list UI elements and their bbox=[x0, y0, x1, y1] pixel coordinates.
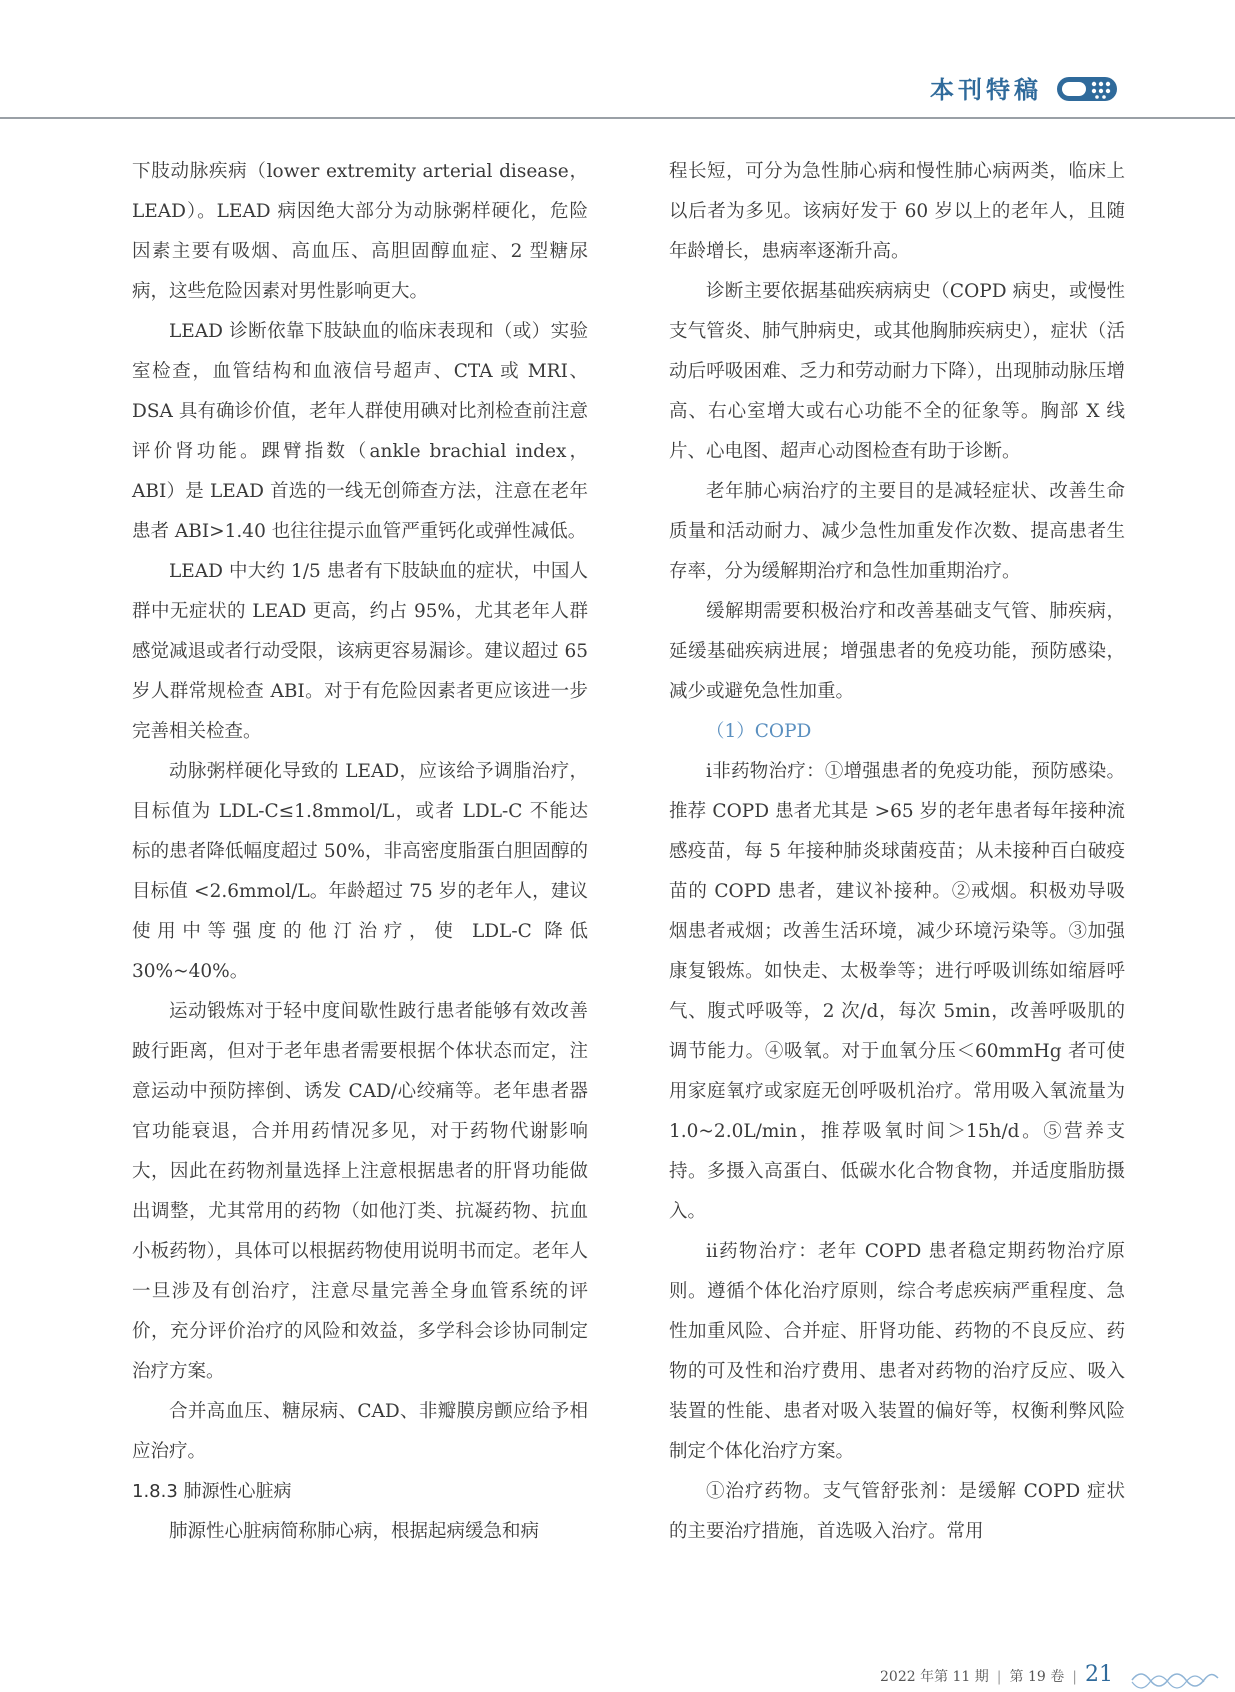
footer-separator: | bbox=[1072, 1669, 1077, 1685]
wave-deco-icon bbox=[1130, 1670, 1220, 1690]
paragraph: 运动锻炼对于轻中度间歇性跛行患者能够有效改善跛行距离，但对于老年患者需要根据个体状态而定，注意运动中预防摔倒、诱发 CAD/心绞痛等。老年患者器官功能衰退，合并用药情况多见，对于药物代谢影响大，因此在药物剂量选择上注意根据患者的肝肾功能做出调整，尤其常用的药物（如他汀类、抗凝药物、抗血小板药物），具体可以根据药物使用说明书而定。老年人一旦涉及有创治疗，注意尽量完善全身血管系统的评价，充分评价治疗的风险和效益，多学科会诊协同制定治疗方案。 bbox=[132, 1001, 588, 1382]
paragraph: 动脉粥样硬化导致的 LEAD，应该给予调脂治疗，目标值为 LDL-C≤1.8mmol/L，或者 LDL-C 不能达标的患者降低幅度超过 50%，非高密度脂蛋白胆固醇的目标值 <2.6mmol/L。年龄超过 75 岁的老年人，建议使用中等强度的他汀治疗，使 LDL-C 降低 30%~40%。 bbox=[132, 761, 588, 982]
right-column bbox=[669, 152, 1125, 1552]
paragraph: 合并高血压、糖尿病、CAD、非瓣膜房颤应给予相应治疗。 bbox=[132, 1401, 588, 1462]
paragraph: 程长短，可分为急性肺心病和慢性肺心病两类，临床上以后者为多见。该病好发于 60 岁以上的老年人，且随年龄增长，患病率逐渐升高。 bbox=[669, 161, 1125, 262]
paragraph: LEAD 中大约 1/5 患者有下肢缺血的症状，中国人群中无症状的 LEAD 更高，约占 95%，尤其老年人群感觉减退或者行动受限，该病更容易漏诊。建议超过 65 岁人群常规检查 ABI。对于有危险因素者更应该进一步完善相关检查。 bbox=[132, 561, 588, 742]
paragraph: ⅱ药物治疗：老年 COPD 患者稳定期药物治疗原则。遵循个体化治疗原则，综合考虑疾病严重程度、急性加重风险、合并症、肝肾功能、药物的不良反应、药物的可及性和治疗费用、患者对药物的治疗反应、吸入装置的性能、患者对吸入装置的偏好等，权衡利弊风险制定个体化治疗方案。 bbox=[669, 1241, 1125, 1462]
paragraph: 下肢动脉疾病（lower extremity arterial disease，LEAD）。LEAD 病因绝大部分为动脉粥样硬化，危险因素主要有吸烟、高血压、高胆固醇血症、2 型糖尿病，这些危险因素对男性影响更大。 bbox=[132, 161, 588, 302]
paragraph: ①治疗药物。支气管舒张剂：是缓解 COPD 症状的主要治疗措施，首选吸入治疗。常用 bbox=[669, 1481, 1125, 1542]
section-label: 本刊特稿 bbox=[930, 75, 1042, 104]
pill-dots-logo-icon bbox=[1056, 74, 1118, 104]
paragraph: LEAD 诊断依靠下肢缺血的临床表现和（或）实验室检查，血管结构和血液信号超声、CTA 或 MRI、DSA 具有确诊价值，老年人群使用碘对比剂检查前注意评价肾功能。踝臂指数（ankle brachial index，ABI）是 LEAD 首选的一线无创筛查方法，注意在老年患者 ABI>1.40 也往往提示血管严重钙化或弹性减低。 bbox=[132, 321, 588, 542]
section-heading: 1.8.3 肺源性心脏病 bbox=[132, 1481, 292, 1502]
header-divider bbox=[0, 117, 1235, 119]
page-number: 21 bbox=[1084, 1662, 1113, 1687]
volume-label: 第 19 卷 bbox=[1009, 1669, 1065, 1685]
issue-label: 2022 年第 11 期 bbox=[880, 1669, 989, 1685]
paragraph: ⅰ非药物治疗：①增强患者的免疫功能，预防感染。推荐 COPD 患者尤其是 >65 岁的老年患者每年接种流感疫苗，每 5 年接种肺炎球菌疫苗；从未接种百白破疫苗的 COPD 患者，建议补接种。②戒烟。积极劝导吸烟患者戒烟；改善生活环境，减少环境污染等。③加强康复锻炼。如快走、太极拳等；进行呼吸训练如缩唇呼气、腹式呼吸等，2 次/d，每次 5min，改善呼吸肌的调节能力。④吸氧。对于血氧分压＜60mmHg 者可使用家庭氧疗或家庭无创呼吸机治疗。常用吸入氧流量为 1.0~2.0L/min，推荐吸氧时间＞15h/d。⑤营养支持。多摄入高蛋白、低碳水化合物食物，并适度脂肪摄入。 bbox=[669, 761, 1125, 1222]
paragraph: 诊断主要依据基础疾病病史（COPD 病史，或慢性支气管炎、肺气肿病史，或其他胸肺疾病史），症状（活动后呼吸困难、乏力和劳动耐力下降），出现肺动脉压增高、右心室增大或右心功能不全的征象等。胸部 X 线片、心电图、超声心动图检查有助于诊断。 bbox=[669, 281, 1125, 462]
paragraph: 老年肺心病治疗的主要目的是减轻症状、改善生命质量和活动耐力、减少急性加重发作次数、提高患者生存率，分为缓解期治疗和急性加重期治疗。 bbox=[669, 481, 1125, 582]
footer-separator: | bbox=[996, 1669, 1002, 1685]
paragraph: 缓解期需要积极治疗和改善基础支气管、肺疾病，延缓基础疾病进展；增强患者的免疫功能，预防感染，减少或避免急性加重。 bbox=[669, 601, 1125, 702]
page-footer bbox=[880, 1662, 1113, 1692]
subsection-heading: （1）COPD bbox=[706, 721, 812, 742]
paragraph: 肺源性心脏病简称肺心病，根据起病缓急和病 bbox=[169, 1521, 540, 1542]
page-header bbox=[0, 0, 1235, 120]
left-column bbox=[132, 152, 588, 1552]
